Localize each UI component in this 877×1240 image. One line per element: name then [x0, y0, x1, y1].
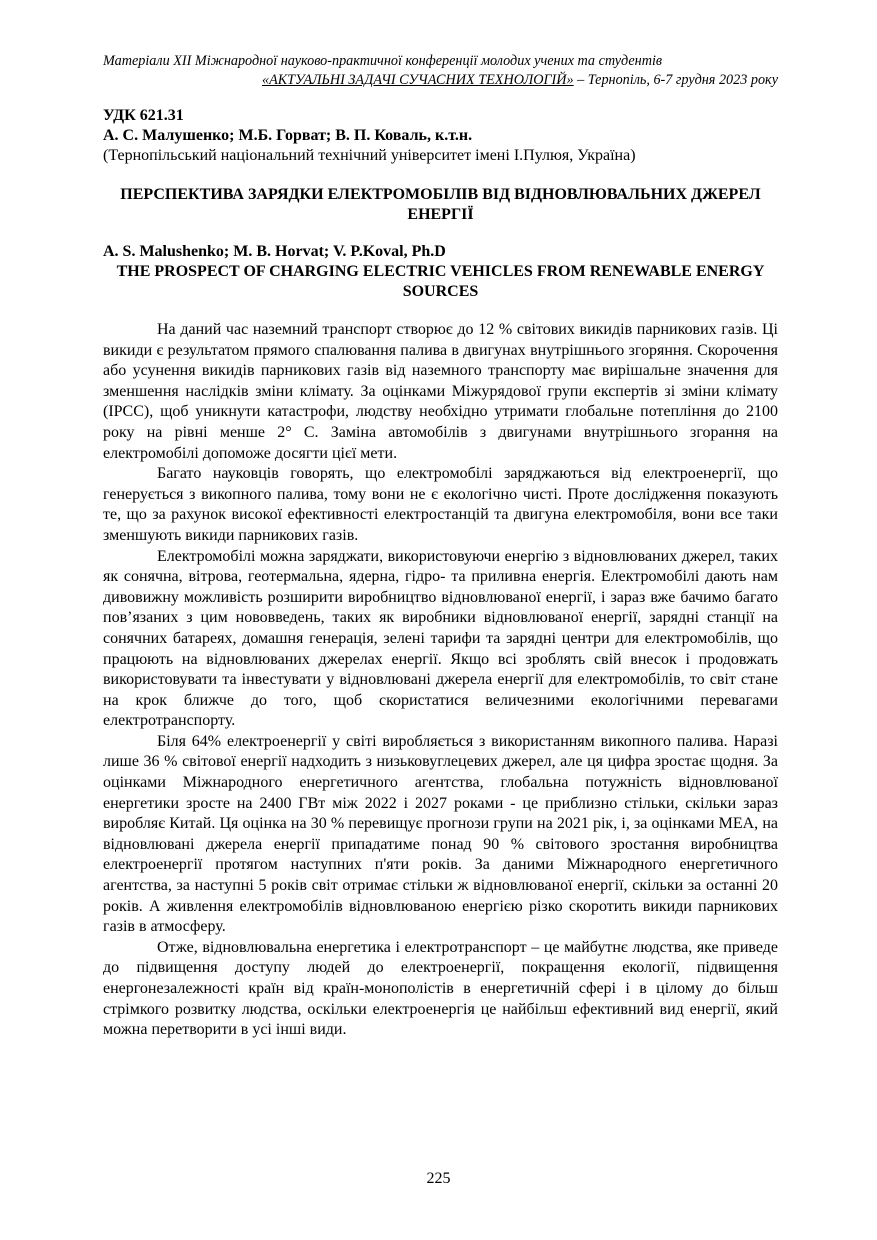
english-meta [103, 242, 778, 302]
title-en: THE PROSPECT OF CHARGING ELECTRIC VEHICLES FROM RENEWABLE ENERGY SOURCES [116, 263, 765, 300]
article-body [103, 320, 778, 1041]
paragraph: Електромобілі можна заряджати, використовуючи енергію з відновлюваних джерел, таких як сонячна, вітрова, геотермальна, ядерна, гідро- та приливна енергія. Електромобілі дають нам дивовижну можливість розширити виробництво відновлюваної енергії, і зараз вже бачимо багато пов’язаних з цим нововведень, таких як виробники відновлюваної енергії, зарядні станції на сонячних батареях, домашня генерація, зелені тарифи та зарядні центри для електромобілів, що працюють на відновлюваних джерелах енергії. Якщо всі зроблять свій внесок і продовжать використовувати та інвестувати у відновлювані джерела енергії для електромобілів, то світ стане на крок ближче до того, щоб скористатися величезними екологічними перевагами електротранспорту. [103, 547, 778, 730]
conference-place-date: – Тернопіль, 6-7 грудня 2023 року [573, 72, 778, 88]
paragraph: Багато науковців говорять, що електромобілі заряджаються від електроенергії, що генерується з викопного палива, тому вони не є екологічно чисті. Проте дослідження показують те, що за рахунок високої ефективності електростанцій та двигуна електромобіля, вони все таки зменшують викиди парникових газів. [103, 465, 778, 544]
paragraph: Отже, відновлювальна енергетика і електротранспорт – це майбутнє людства, яке приведе до підвищення доступу людей до електроенергії, покращення екології, підвищення енергонезалежності країн від країн-монополістів в енергетичній сфері і в цілому до більш стрімкого розвитку людства, оскільки електроенергія це найбільш ефективний вид енергії, який можна перетворити в усі інші види. [103, 938, 778, 1039]
udk-code: УДК 621.31 [103, 107, 184, 124]
paragraph: На даний час наземний транспорт створює до 12 % світових викидів парникових газів. Ці викиди є результатом прямого спалювання палива в двигунах внутрішнього згоряння. Скорочення або усунення викидів парникових газів від наземного транспорту має вирішальне значення для зменшення наслідків зміни клімату. За оцінками Міжурядової групи експертів зі зміни клімату (IPCC), щоб уникнути катастрофи, людству необхідно утримати глобальне потепління до 2100 року на рівні менше 2° С. Заміна автомобілів з двигунами внутрішнього згорання на електромобілі допоможе досягти цієї мети. [103, 321, 778, 462]
authors-en: A. S. Malushenko; M. B. Horvat; V. P.Koval, Ph.D [103, 243, 446, 260]
title-ua: ПЕРСПЕКТИВА ЗАРЯДКИ ЕЛЕКТРОМОБІЛІВ ВІД ВІДНОВЛЮВАЛЬНИХ ДЖЕРЕЛ ЕНЕРГІЇ [120, 186, 761, 223]
affiliation: (Тернопільський національний технічний університет імені І.Пулюя, Україна) [103, 147, 636, 164]
conference-header [103, 52, 778, 90]
conference-name: «АКТУАЛЬНІ ЗАДАЧІ СУЧАСНИХ ТЕХНОЛОГІЙ» [261, 72, 574, 88]
conference-header-line1: Матеріали XII Міжнародної науково-практичної конференції молодих учених та студентів [103, 53, 663, 69]
conference-header-line2 [103, 71, 778, 90]
article-meta [103, 106, 778, 166]
page-number: 225 [426, 1170, 451, 1187]
authors-ua: А. С. Малушенко; М.Б. Горват; В. П. Коваль, к.т.н. [103, 127, 473, 144]
paragraph: Біля 64% електроенергії у світі виробляється з використанням викопного палива. Наразі лише 36 % світової енергії надходить з низьковуглецевих джерел, але ця цифра зростає щодня. За оцінками Міжнародного енергетичного агентства, глобальна потужність відновлюваної енергетики зросте на 2400 ГВт між 2022 і 2027 роками - це приблизно стільки, скільки зараз виробляє Китай. Ця оцінка на 30 % перевищує прогнози групи на 2021 рік, і, за оцінками МЕА, на відновлювані джерела енергії припадатиме понад 90 % світового зростання виробництва електроенергії протягом наступних п'яти років. За даними Міжнародного енергетичного агентства, за наступні 5 років світ отримає стільки ж відновлюваної енергії, скільки за останні 20 років. А живлення електромобілів відновлюваною енергією різко скоротить викиди парникових газів в атмосферу. [103, 732, 778, 936]
